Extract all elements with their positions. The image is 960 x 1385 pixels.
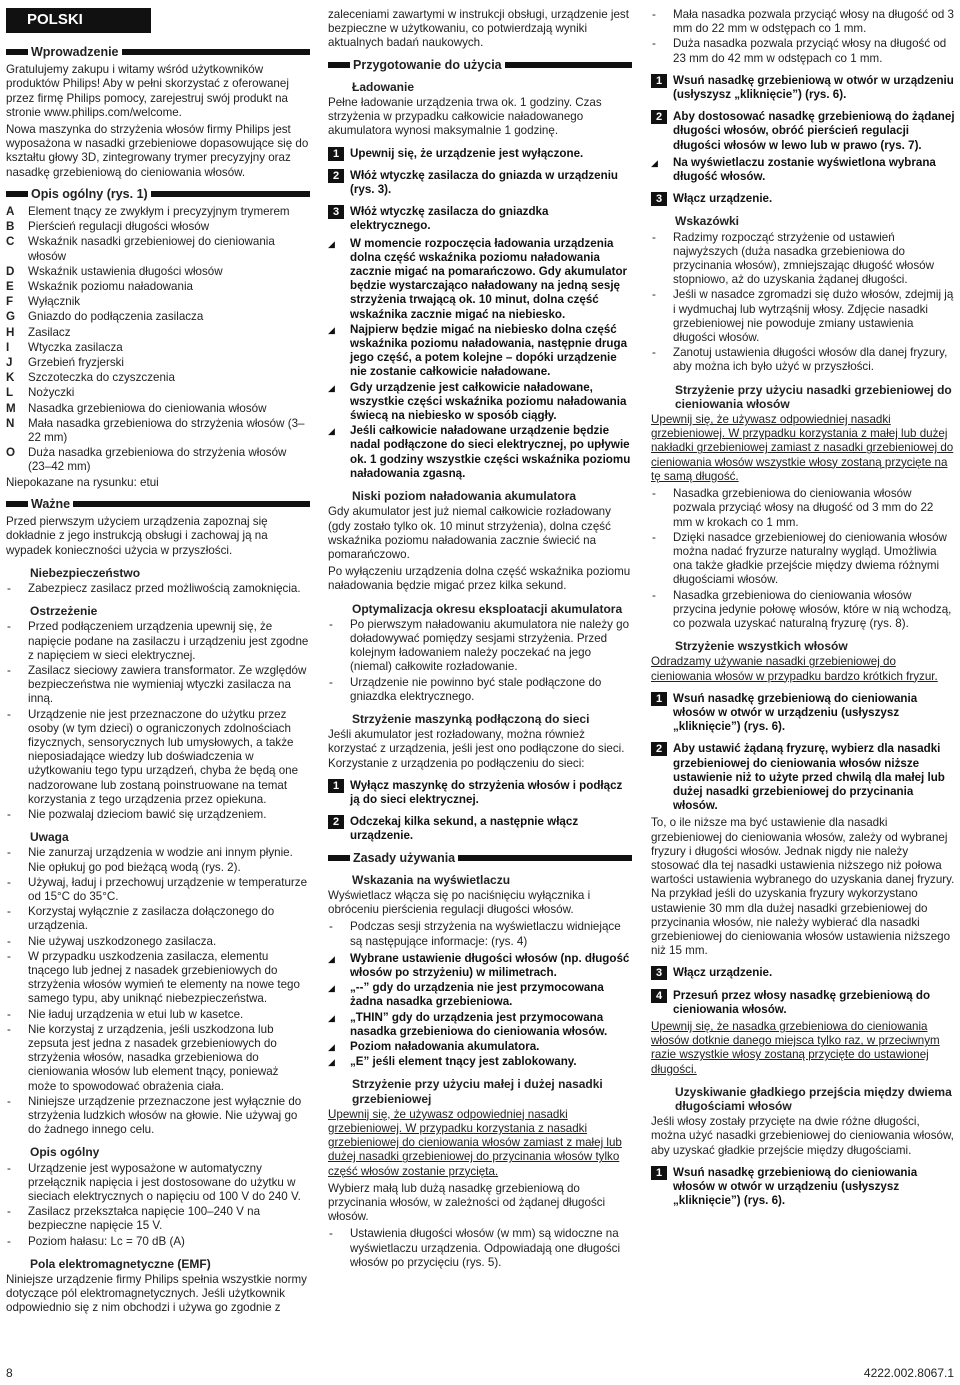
parts-legend — [6, 205, 310, 475]
caution-heading: Uwaga — [30, 830, 69, 845]
legend-text: Duża nasadka grzebieniowa do strzyżenia włosów (23–42 mm) — [28, 446, 287, 474]
step-number: 1 — [651, 692, 667, 706]
list-item: - Urządzenie nie jest przeznaczone do użytku przez osoby (w tym dzieci) o ograniczonych zdolnościach fizycznych, sensorycznych lub umysłowych, a także nieposiadające wiedzy lub doświadczenia w użytkowaniu tego typu urządzeń, chyba że będą one nadzorowane lub zostaną poinstruowane na temat korzystania z tego urządzenia przez opiekuna. — [6, 708, 310, 807]
step-item — [328, 205, 632, 233]
step-text: Odczekaj kilka sekund, a następnie włącz urządzenie. — [350, 815, 579, 843]
legend-row — [6, 326, 310, 340]
display-note: ◢ Na wyświetlaczu zostanie wyświetlona wybrana długość włosów. — [651, 156, 955, 184]
step-number: 3 — [651, 192, 667, 206]
general-heading: Opis ogólny — [30, 1145, 100, 1160]
legend-letter: H — [6, 325, 15, 339]
tips-heading: Wskazówki — [675, 214, 740, 229]
step-text: Wsuń nasadkę grzebieniową w otwór w urządzeniu (usłyszysz „kliknięcie”) (rys. 6). — [673, 73, 954, 102]
document-code: 4222.002.8067.1 — [863, 1366, 954, 1380]
legend-text: Gniazdo do podłączenia zasilacza — [28, 310, 204, 324]
step-3-switch-on: 3 Włącz urządzenie. — [651, 192, 955, 206]
display-paragraph: Wyświetlacz włącza się po naciśnięciu wyłącznika i obróceniu pierścienia regulacji długości włosów. — [328, 888, 591, 917]
list-item: ◢ Jeśli całkowicie naładowane urządzenie będzie nadal podłączone do sieci elektrycznej, po upływie ok. 1 godziny wszystkie części wskaźnika poziomu naładowania zgasną. — [328, 424, 632, 481]
low-battery-paragraph-1: Gdy akumulator jest już niemal całkowicie rozładowany (gdy zostało tylko ok. 10 minut strzyżenia), dolna część wskaźnika poziomu naładowania zacznie świecić na pomarańczowo. — [328, 505, 611, 561]
charging-paragraph: Pełne ładowanie urządzenia trwa ok. 1 godziny. Czas strzyżenia w przypadku całkowicie naładowanego akumulatora wynosi maksymalnie 1 godzinę. — [328, 96, 602, 138]
list-item: ◢ W momencie rozpoczęcia ładowania urządzenia dolna część wskaźnika poziomu naładowania zacznie migać na pomarańczowo. Gdy akumulator będzie wystarczająco naładowany na jedną sesję strzyżenia trwającą ok. 10 minut, dolna część wskaźnika zacznie migać na niebiesko. — [328, 237, 632, 322]
smooth-transition-heading: Uzyskiwanie gładkiego przejścia między dwiema długościami włosów — [675, 1084, 952, 1114]
step-item — [651, 74, 955, 102]
list-item: ◢ Najpierw będzie migać na niebiesko dolna część wskaźnika poziomu naładowania, następnie druga jego część, a potem kolejne – dopóki urządzenie nie zostanie całkowicie naładowane. — [328, 323, 632, 380]
legend-letter: L — [6, 386, 14, 400]
low-battery-heading: Niski poziom naładowania akumulatora — [352, 489, 577, 504]
charging-steps — [328, 147, 632, 234]
mains-heading: Strzyżenie maszynką podłączoną do sieci — [352, 711, 590, 726]
legend-text: Pierścień regulacji długości włosów — [28, 220, 210, 234]
step-number: 3 — [651, 966, 667, 980]
list-item: - Zasilacz sieciowy zawiera transformator. Ze względów bezpieczeństwa nie wymieniaj wtyczki zasilacza na inną. — [6, 664, 310, 707]
small-large-comb-note: Upewnij się, że używasz odpowiedniej nasadki grzebieniowej. W przypadku korzystania z nasadki grzebieniowej do cieniowania włosów zamiast z małej lub dużej nasadki grzebieniowej do przycinania włosów tylko część włosów zostanie przycięta. — [328, 1107, 622, 1178]
legend-text: Grzebień fryzjerski — [28, 356, 124, 370]
legend-row — [6, 356, 310, 370]
step-text: Przesuń przez włosy nasadkę grzebieniową do cieniowania włosów. — [673, 988, 931, 1016]
step-text: Włącz urządzenie. — [673, 966, 773, 980]
legend-text: Szczoteczka do czyszczenia — [28, 371, 175, 385]
intro-paragraph-2: Nowa maszynka do strzyżenia włosów firmy Philips jest wyposażona w nasadki grzebieniowe dopasowujące się do kształtu głowy 3D, zintegrowany trymer precyzyjny oraz nasadkę grzebieniową do cieniowania włosów. — [6, 123, 309, 179]
warning-heading: Ostrzeżenie — [30, 604, 98, 619]
display-dash-item: - Podczas sesji strzyżenia na wyświetlaczu widniejące są następujące informacje: (rys. 4) — [328, 920, 632, 948]
column-2 — [328, 8, 632, 1273]
caution-list — [6, 846, 310, 1137]
list-item: - Po pierwszym naładowaniu akumulatora nie należy go doładowywać pomiędzy sesjami strzyżenia. Przed kolejnym ładowaniem należy poczekać na jego (niemal) całkowite rozładowanie. — [328, 618, 632, 675]
legend-text: Wtyczka zasilacza — [28, 340, 123, 354]
danger-list — [6, 582, 310, 596]
step-item — [651, 692, 955, 735]
list-item: - Przed podłączeniem urządzenia upewnij się, że napięcie podane na zasilaczu i urządzeniu jest zgodne z napięciem w sieci elektrycznej. — [6, 620, 310, 663]
legend-letter: N — [6, 416, 15, 430]
legend-row — [6, 205, 310, 219]
legend-text: Nożyczki — [28, 386, 75, 400]
step-number: 4 — [651, 989, 667, 1003]
display-indications-list — [328, 952, 632, 1070]
list-item: ◢ Gdy urządzenie jest całkowicie naładowane, wszystkie części wskaźnika poziomu naładowania świecą na niebiesko w sposób ciągły. — [328, 381, 632, 424]
section-heading-important: Ważne — [6, 497, 310, 511]
legend-letter: J — [6, 356, 13, 370]
legend-letter: A — [6, 205, 15, 219]
legend-letter: G — [6, 310, 16, 324]
list-item: - W przypadku uszkodzenia zasilacza, elementu tnącego lub jednej z nasadek grzebieniowych do strzyżenia włosów wymień te elementy na nowe tego samego typu, aby uniknąć niebezpieczeństwa. — [6, 950, 310, 1007]
general-list — [6, 1162, 310, 1249]
legend-row — [6, 417, 310, 445]
emf-paragraph: Niniejsze urządzenie firmy Philips spełnia wszystkie normy dotyczące pól elektromagnetycznych. Jeśli użytkownik odpowiednio się z nim obchodzi i używa go zgodnie z — [6, 1273, 307, 1315]
battery-optimization-heading: Optymalizacja okresu eksploatacji akumulatora — [352, 601, 623, 616]
warning-list — [6, 620, 310, 822]
charging-notes — [328, 237, 632, 481]
list-item: - Zabezpiecz zasilacz przed możliwością zamoknięcia. — [6, 582, 310, 596]
list-item: ◢ „E” jeśli element tnący jest zablokowany. — [328, 1055, 632, 1069]
list-item: - Nasadka grzebieniowa do cieniowania włosów przycina jedynie połowę włosów, które w nią wchodzą, co pozwala uzyskać naturalną fryzurę (rys. 8). — [651, 589, 955, 632]
comb-steps — [651, 74, 955, 153]
legend-row — [6, 235, 310, 263]
short-hair-heading: Strzyżenie wszystkich włosów — [675, 639, 848, 654]
battery-optimization-list — [328, 618, 632, 704]
smooth-transition-paragraph: Jeśli włosy zostały przycięte na dwie różne długości, można użyć nasadki grzebieniowej do cieniowania włosów, aby uzyskać gładkie przejście między długościami. — [651, 1115, 954, 1157]
legend-text: Wyłącznik — [28, 295, 81, 309]
list-item: - Korzystaj wyłącznie z zasilacza dołączonego do urządzenia. — [6, 905, 310, 933]
legend-text: Nasadka grzebieniowa do cieniowania włosów — [28, 401, 267, 415]
emf-heading: Pola elektromagnetyczne (EMF) — [30, 1256, 211, 1271]
page-number: 8 — [6, 1366, 13, 1380]
mains-steps — [328, 779, 632, 844]
short-hair-steps — [651, 692, 955, 814]
step-item — [328, 815, 632, 843]
legend-row — [6, 310, 310, 324]
section-heading-usage: Zasady używania — [328, 851, 632, 865]
language-header: POLSKI — [6, 8, 151, 33]
column-3 — [651, 8, 955, 1211]
legend-letter: F — [6, 295, 14, 309]
step-item — [651, 966, 955, 980]
section-heading-intro: Wprowadzenie — [6, 45, 310, 59]
comb-range-list — [651, 8, 955, 66]
legend-row — [6, 265, 310, 279]
legend-letter: B — [6, 220, 15, 234]
step-number: 1 — [328, 779, 344, 793]
step-text: Włóż wtyczkę zasilacza do gniazda w urządzeniu (rys. 3). — [350, 168, 619, 197]
legend-row — [6, 402, 310, 416]
short-hair-paragraph: To, o ile niższe ma być ustawienie dla nasadki grzebieniowej do cieniowania włosów, zależy od wybranej fryzury i długości włosów. Jednak nigdy nie należy stosować dla tej nasadki ustawienia niższego niż połowa wartości ustawienia wybranego do uzyskania danej fryzury. Na przykład jeśli do uzyskania fryzury wykorzystano ustawienie 30 mm dla dużej nasadki grzebieniowej do przycinania włosów, nie należy wybierać dla nasadki grzebieniowej do cieniowania włosów ustawienia niższego niż 15 mm. — [651, 816, 955, 958]
legend-row — [6, 220, 310, 234]
legend-row — [6, 386, 310, 400]
step-number: 2 — [651, 742, 667, 756]
list-item: ◢ „--” gdy do urządzenia nie jest przymocowana żadna nasadka grzebieniowa. — [328, 981, 632, 1009]
step-item — [651, 742, 955, 813]
step-number: 1 — [651, 74, 667, 88]
legend-text: Wskaźnik ustawienia długości włosów — [28, 264, 223, 278]
step-text: Wsuń nasadkę grzebieniową do cieniowania włosów w otwór w urządzeniu (usłyszysz „kliknięcie”) (rys. 6). — [673, 691, 918, 734]
thinning-comb-note: Upewnij się, że używasz odpowiedniej nasadki grzebieniowej. W przypadku korzystania z małej lub dużej nakładki grzebieniowej zamiast z nasadki grzebieniowej do cieniowania włosów wszystkie włosy zostaną przycięte na tę samą długość. — [651, 413, 954, 483]
list-item: - Mała nasadka pozwala przyciąć włosy na długość od 3 mm do 22 mm w odstępach co 1 mm. — [651, 8, 955, 36]
small-large-comb-heading: Strzyżenie przy użyciu małej i dużej nasadki grzebieniowej — [352, 1077, 603, 1106]
short-hair-steps-2 — [651, 966, 955, 1017]
short-hair-note-2: Upewnij się, że nasadka grzebieniowa do cieniowania włosów dotknie danego miejsca tylko raz, w przeciwnym razie wszystkie włosy zostaną przycięte do ustawionej długości. — [651, 1020, 940, 1076]
thinning-comb-list — [651, 487, 955, 631]
list-item: - Urządzenie jest wyposażone w automatyczny przełącznik napięcia i jest dostosowane do użytku w sieciach elektrycznych o napięciu od 100 V do 240 V. — [6, 1162, 310, 1205]
step-number: 2 — [328, 815, 344, 829]
list-item: - Nie pozwalaj dzieciom bawić się urządzeniem. — [6, 808, 310, 822]
legend-letter: D — [6, 264, 15, 278]
smooth-transition-steps — [651, 1166, 955, 1209]
legend-text: Zasilacz — [28, 325, 71, 339]
legend-text: Wskaźnik poziomu naładowania — [28, 280, 193, 294]
low-battery-paragraph-2: Po wyłączeniu urządzenia dolna część wskaźnika poziomu naładowania będzie migać przez kilka sekund. — [328, 565, 631, 593]
charging-heading: Ładowanie — [352, 79, 415, 94]
legend-text: Wskaźnik nasadki grzebieniowej do cieniowania włosów — [28, 235, 275, 263]
step-text: Upewnij się, że urządzenie jest wyłączone. — [350, 146, 584, 160]
list-item: - Dzięki nasadce grzebieniowej do cieniowania włosów można nadać fryzurze naturalny wygląd. Umożliwia ona także gładkie przejście między dwiema różnymi długościami włosów. — [651, 531, 955, 588]
list-item: - Nie korzystaj z urządzenia, jeśli uszkodzona lub zepsuta jest jedna z nasadek grzebieniowych do strzyżenia włosów, nasadka grzebieniowa do cieniowania włosów lub element tnący, ponieważ może to spowodować obrażenia ciała. — [6, 1023, 310, 1094]
step-text: Wyłącz maszynkę do strzyżenia włosów i podłącz ją do sieci elektrycznej. — [350, 778, 623, 806]
step-number: 3 — [328, 205, 344, 219]
step-item — [651, 1166, 955, 1209]
list-item: - Duża nasadka pozwala przyciąć włosy na długość od 23 mm do 42 mm w odstępach co 1 mm. — [651, 37, 955, 65]
legend-letter: C — [6, 235, 15, 249]
list-item: - Niniejsze urządzenie przeznaczone jest wyłącznie do strzyżenia ludzkich włosów na głowie. Nie używaj go do żadnego innego celu. — [6, 1095, 310, 1138]
short-hair-note: Odradzamy używanie nasadki grzebieniowej do cieniowania włosów w przypadku bardzo krótkich fryzur. — [651, 655, 938, 683]
step-text: Aby ustawić żądaną fryzurę, wybierz dla nasadki grzebieniowej do cieniowania włosów niższe ustawienie niż to użyte przed chwilą dla małej lub dużej nasadki grzebieniowej do przycinania włosów. — [673, 742, 945, 813]
danger-heading: Niebezpieczeństwo — [30, 565, 141, 580]
legend-row — [6, 371, 310, 385]
list-item: - Nie ładuj urządzenia w etui lub w kasetce. — [6, 1008, 310, 1022]
list-item: - Zanotuj ustawienia długości włosów dla danej fryzury, aby można ich było użyć w przyszłości. — [651, 346, 955, 374]
thinning-comb-heading: Strzyżenie przy użyciu nasadki grzebieniowej do cieniowania włosów — [675, 382, 952, 411]
step-number: 2 — [328, 169, 344, 183]
display-note-list — [651, 156, 955, 184]
intro-paragraph-1: Gratulujemy zakupu i witamy wśród użytkowników produktów Philips! Aby w pełni skorzystać z oferowanej przez firmę Philips pomocy, zarejestruj swój produkt na stronie www.philips.com/welcome. — [6, 63, 289, 119]
step-number: 2 — [651, 110, 667, 124]
step-text: Aby dostosować nasadkę grzebieniową do żądanej długości włosów, obróć pierścień regulacji długości włosów w lewo lub w prawo (rys. 7). — [673, 110, 955, 152]
list-item: ◢ „THIN” gdy do urządzenia jest przymocowana nasadka grzebieniowa do cieniowania włosów. — [328, 1011, 632, 1039]
list-item: - Poziom hałasu: Lc = 70 dB (A) — [6, 1235, 310, 1249]
step-number: 1 — [328, 147, 344, 161]
step-item — [651, 110, 955, 153]
legend-text: Mała nasadka grzebieniowa do strzyżenia włosów (3–22 mm) — [28, 416, 305, 445]
tips-list — [651, 231, 955, 375]
display-dash-list — [328, 920, 632, 948]
legend-letter: O — [6, 446, 16, 460]
legend-letter: E — [6, 280, 14, 294]
legend-letter: I — [6, 340, 10, 354]
step-item — [651, 989, 955, 1017]
important-paragraph: Przed pierwszym użyciem urządzenia zapoznaj się dokładnie z jego instrukcją obsługi i zachowaj ją na wypadek konieczności użycia w przyszłości. — [6, 515, 268, 557]
list-item: ◢ Wybrane ustawienie długości włosów (np. długość włosów po strzyżeniu) w milimetrach. — [328, 952, 632, 980]
legend-row — [6, 446, 310, 474]
list-item: - Radzimy rozpocząć strzyżenie od ustawień najwyższych (duża nasadka grzebieniowa do przycinania włosów), zmniejszając długość włosów stopniowo, aż do uzyskania żądanej długości. — [651, 231, 955, 288]
mains-paragraph: Jeśli akumulator jest rozładowany, można również korzystać z urządzenia, jeśli jest ono podłączone do sieci. Korzystanie z urządzenia po podłączeniu do sieci: — [328, 728, 625, 770]
step-item — [328, 147, 632, 161]
display-heading: Wskazania na wyświetlaczu — [352, 872, 511, 887]
list-item: - Ustawienia długości włosów (w mm) są widoczne na wyświetlaczu urządzenia. Odpowiadają one długości włosów po przycięciu (rys. 5). — [328, 1227, 632, 1270]
list-item: - Urządzenie nie powinno być stale podłączone do gniazdka elektrycznego. — [328, 676, 632, 704]
legend-text: Element tnący ze zwykłym i precyzyjnym trymerem — [28, 205, 290, 219]
list-item: ◢ Poziom naładowania akumulatora. — [328, 1040, 632, 1054]
not-shown-note: Niepokazane na rysunku: etui — [6, 475, 159, 489]
legend-letter: K — [6, 371, 15, 385]
legend-row — [6, 295, 310, 309]
list-item: - Nie zanurzaj urządzenia w wodzie ani innym płynie. Nie opłukuj go pod bieżącą wodą (rys. 2). — [6, 846, 310, 874]
list-item: - Jeśli w nasadce zgromadzi się dużo włosów, zdejmij ją i wydmuchaj lub wytrząśnij włosy. Zdjęcie nasadki grzebieniowej nie powoduje zmiany ustawienia długości włosów. — [651, 288, 955, 345]
list-item: - Używaj, ładuj i przechowuj urządzenie w temperaturze od 15°C do 35°C. — [6, 876, 310, 904]
legend-letter: M — [6, 401, 16, 415]
step-item — [328, 779, 632, 807]
section-heading-overview: Opis ogólny (rys. 1) — [6, 187, 310, 201]
legend-row — [6, 280, 310, 294]
step-item — [328, 169, 632, 197]
small-large-comb-list — [328, 1227, 632, 1270]
small-large-comb-paragraph: Wybierz małą lub dużą nasadkę grzebieniową do przycinania włosów, w zależności od żądanej długości włosów. — [328, 1181, 606, 1224]
list-item: - Zasilacz przekształca napięcie 100–240 V na bezpieczne napięcie 15 V. — [6, 1205, 310, 1233]
list-item: - Nie używaj uszkodzonego zasilacza. — [6, 935, 310, 949]
step-text: Wsuń nasadkę grzebieniową do cieniowania włosów w otwór w urządzeniu (usłyszysz „kliknięcie”) (rys. 6). — [673, 1165, 918, 1208]
step-number: 1 — [651, 1166, 667, 1180]
emf-paragraph-continued: zaleceniami zawartymi w instrukcji obsługi, urządzenie jest bezpieczne w użytkowaniu, co potwierdzają wyniki aktualnych badań naukowych. — [328, 8, 629, 50]
section-heading-preparation: Przygotowanie do użycia — [328, 58, 632, 72]
column-1 — [6, 8, 310, 1319]
list-item: - Nasadka grzebieniowa do cieniowania włosów pozwala przyciąć włosy na długość od 3 mm do 22 mm w krokach co 1 mm. — [651, 487, 955, 530]
step-text: Włóż wtyczkę zasilacza do gniazdka elektrycznego. — [350, 205, 549, 233]
legend-row — [6, 341, 310, 355]
